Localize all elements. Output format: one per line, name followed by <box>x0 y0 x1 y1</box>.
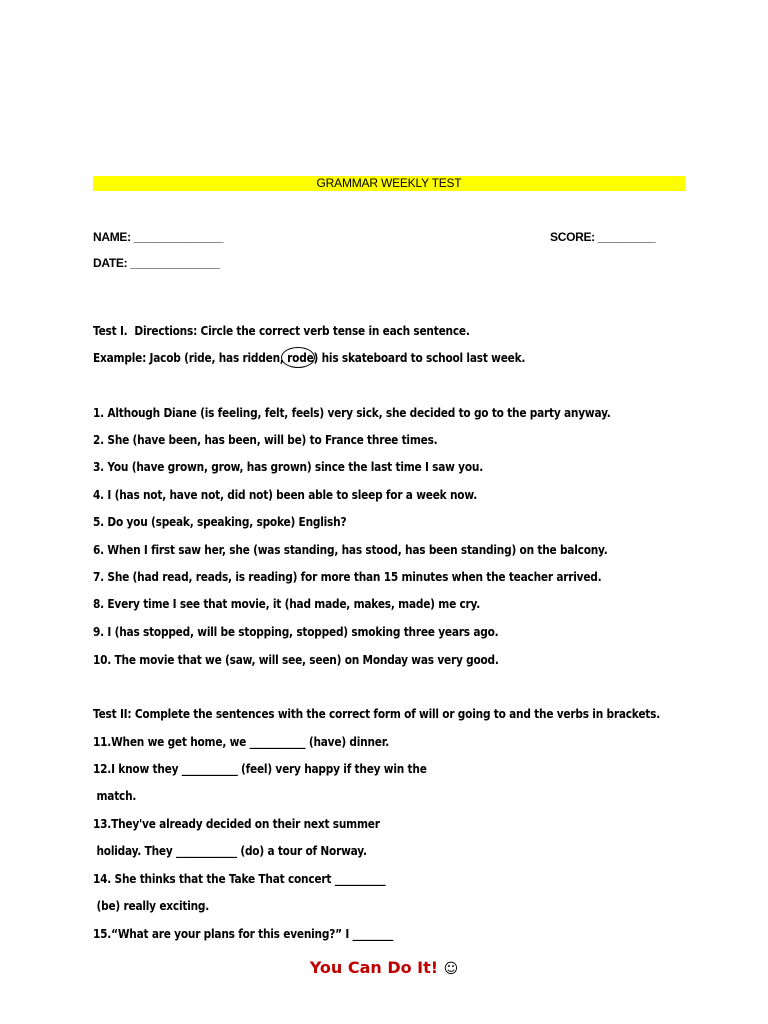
test1-item-10: 10. The movie that we (saw, will see, seen) on Monday was very good. <box>93 653 499 667</box>
date-field: DATE: ______________ <box>93 256 220 270</box>
test2-line-8: 15.“What are your plans for this evening?” I ________ <box>93 927 394 941</box>
motto <box>0 958 768 977</box>
test1-directions: Test I. Directions: Circle the correct verb tense in each sentence. <box>93 324 470 338</box>
test2-line-1: 11.When we get home, we ___________ (have) dinner. <box>93 735 390 749</box>
test1-example: Example: Jacob (ride, has ridden, rode) his skateboard to school last week. <box>93 351 526 365</box>
test2-directions: Test II: Complete the sentences with the correct form of will or going to and the verbs in brackets. <box>93 707 661 721</box>
smiley-icon: ☺ <box>443 961 459 977</box>
name-field: NAME: ______________ <box>93 230 224 244</box>
test2-line-6: 14. She thinks that the Take That concert __________ <box>93 872 386 886</box>
example-answer-circle <box>281 347 315 368</box>
test1-item-6: 6. When I first saw her, she (was standing, has stood, has been standing) on the balcony. <box>93 543 608 557</box>
test1-item-9: 9. I (has stopped, will be stopping, stopped) smoking three years ago. <box>93 625 499 639</box>
test1-item-3: 3. You (have grown, grow, has grown) since the last time I saw you. <box>93 460 484 474</box>
motto-text: You Can Do It! <box>309 958 444 977</box>
test2-line-7: (be) really exciting. <box>93 899 210 913</box>
test1-item-5: 5. Do you (speak, speaking, spoke) English? <box>93 515 347 529</box>
test2-line-4: 13.They've already decided on their next summer <box>93 817 380 831</box>
test1-item-8: 8. Every time I see that movie, it (had made, makes, made) me cry. <box>93 597 481 611</box>
test1-item-2: 2. She (have been, has been, will be) to France three times. <box>93 433 438 447</box>
test2-line-2: 12.I know they ___________ (feel) very happy if they win the <box>93 762 427 776</box>
test1-item-1: 1. Although Diane (is feeling, felt, feels) very sick, she decided to go to the party anyway. <box>93 406 611 420</box>
score-field: SCORE: _________ <box>550 230 656 244</box>
test-title: GRAMMAR WEEKLY TEST <box>93 176 685 191</box>
test2-line-3: match. <box>93 789 137 803</box>
test2-line-5: holiday. They ____________ (do) a tour of Norway. <box>93 844 367 858</box>
test1-item-7: 7. She (had read, reads, is reading) for more than 15 minutes when the teacher arrived. <box>93 570 602 584</box>
test1-item-4: 4. I (has not, have not, did not) been able to sleep for a week now. <box>93 488 478 502</box>
